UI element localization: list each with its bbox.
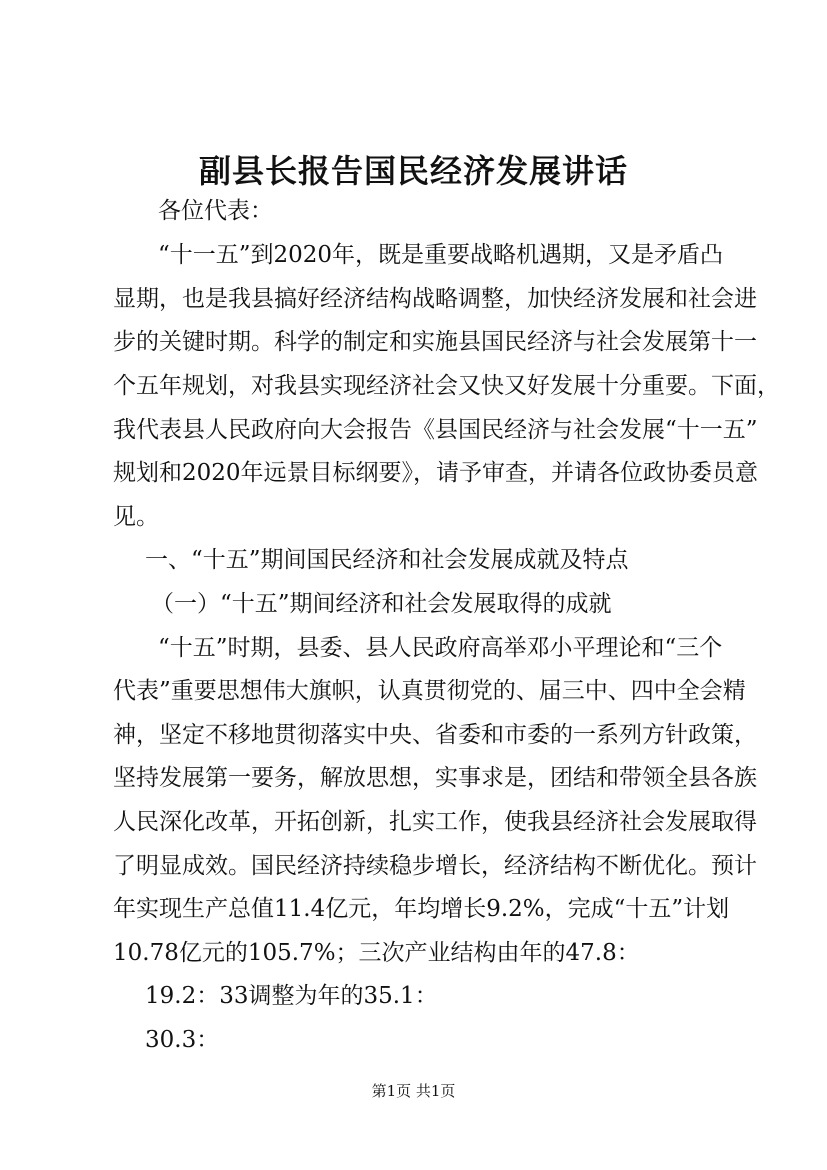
paragraph-line: 个五年规划，对我县实现经济社会又快又好发展十分重要。下面， [113,373,780,399]
subsection-heading: （一）“十五”期间经济和社会发展取得的成就 [151,591,612,617]
paragraph-line: 步的关键时期。科学的制定和实施县国民经济与社会发展第十一 [113,329,757,355]
paragraph-line: 了明显成效。国民经济持续稳步增长，经济结构不断优化。预计 [113,853,757,879]
paragraph-line: 10.78亿元的105.7%；三次产业结构由年的47.8： [113,940,640,966]
paragraph-line: 见。 [113,504,159,530]
paragraph-line: 19.2：33调整为年的35.1： [145,983,438,1009]
page-footer: 第1页 共1页 [371,1082,456,1100]
salutation: 各位代表： [158,198,273,224]
paragraph-line: “十一五”到2020年，既是重要战略机遇期，又是矛盾凸 [158,242,724,268]
paragraph-line: 神，坚定不移地贯彻落实中央、省委和市委的一系列方针政策， [113,722,757,748]
section-heading: 一、“十五”期间国民经济和社会发展成就及特点 [145,547,629,573]
paragraph-line: 代表”重要思想伟大旗帜，认真贯彻党的、届三中、四中全会精 [113,678,746,704]
paragraph-line: “十五”时期，县委、县人民政府高举邓小平理论和“三个 [158,635,723,661]
paragraph-line: 显期，也是我县搞好经济结构战略调整，加快经济发展和社会进 [113,286,757,312]
paragraph-line: 坚持发展第一要务，解放思想，实事求是，团结和带领全县各族 [113,765,757,791]
document-title: 副县长报告国民经济发展讲话 [198,152,628,190]
paragraph-line: 我代表县人民政府向大会报告《县国民经济与社会发展“十一五” [113,417,758,443]
paragraph-line: 年实现生产总值11.4亿元，年均增长9.2%，完成“十五”计划 [113,896,730,922]
paragraph-line: 30.3： [145,1027,220,1053]
paragraph-line: 人民深化改革，开拓创新，扎实工作，使我县经济社会发展取得 [113,809,757,835]
paragraph-line: 规划和2020年远景目标纲要》，请予审查，并请各位政协委员意 [113,460,759,486]
